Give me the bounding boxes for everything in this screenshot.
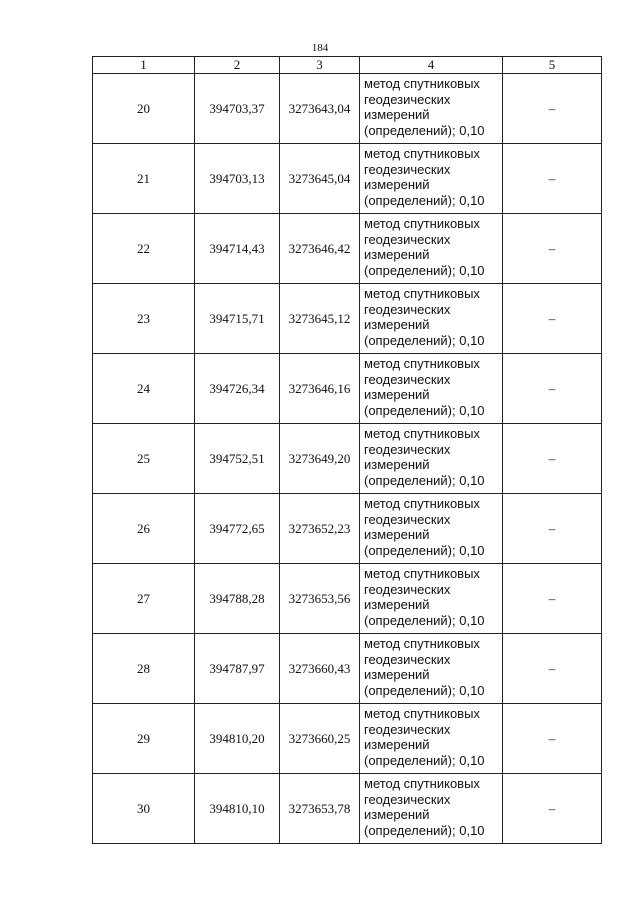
x-coordinate-cell: 394726,34 [195,354,280,424]
note-cell: – [503,634,602,704]
y-coordinate-cell: 3273646,16 [280,354,360,424]
table-row [93,354,602,424]
note-cell: – [503,284,602,354]
x-coordinate-cell: 394703,13 [195,144,280,214]
table-row [93,144,602,214]
point-number-cell: 22 [93,214,195,284]
table-row [93,634,602,704]
y-coordinate-cell: 3273646,42 [280,214,360,284]
y-coordinate-cell: 3273643,04 [280,74,360,144]
point-number-cell: 20 [93,74,195,144]
note-cell: – [503,74,602,144]
note-cell: – [503,214,602,284]
table-row [93,424,602,494]
y-coordinate-cell: 3273645,04 [280,144,360,214]
x-coordinate-cell: 394772,65 [195,494,280,564]
point-number-cell: 26 [93,494,195,564]
table-body [93,74,602,844]
method-cell: метод спутниковых геодезических измерений (определений); 0,10 [360,564,503,634]
y-coordinate-cell: 3273653,78 [280,774,360,844]
table-row [93,564,602,634]
x-coordinate-cell: 394752,51 [195,424,280,494]
x-coordinate-cell: 394714,43 [195,214,280,284]
method-cell: метод спутниковых геодезических измерений (определений); 0,10 [360,424,503,494]
table-row [93,494,602,564]
y-coordinate-cell: 3273653,56 [280,564,360,634]
note-cell: – [503,144,602,214]
y-coordinate-cell: 3273660,25 [280,704,360,774]
method-cell: метод спутниковых геодезических измерений (определений); 0,10 [360,704,503,774]
table-row [93,284,602,354]
point-number-cell: 24 [93,354,195,424]
header-cell: 1 [93,57,195,74]
y-coordinate-cell: 3273649,20 [280,424,360,494]
table-row [93,74,602,144]
table-row [93,774,602,844]
point-number-cell: 21 [93,144,195,214]
point-number-cell: 23 [93,284,195,354]
point-number-cell: 29 [93,704,195,774]
note-cell: – [503,564,602,634]
method-cell: метод спутниковых геодезических измерений (определений); 0,10 [360,74,503,144]
method-cell: метод спутниковых геодезических измерений (определений); 0,10 [360,214,503,284]
header-cell: 5 [503,57,602,74]
x-coordinate-cell: 394715,71 [195,284,280,354]
header-cell: 4 [360,57,503,74]
point-number-cell: 27 [93,564,195,634]
x-coordinate-cell: 394788,28 [195,564,280,634]
note-cell: – [503,424,602,494]
header-cell: 2 [195,57,280,74]
table-row [93,214,602,284]
y-coordinate-cell: 3273652,23 [280,494,360,564]
note-cell: – [503,354,602,424]
y-coordinate-cell: 3273645,12 [280,284,360,354]
point-number-cell: 25 [93,424,195,494]
note-cell: – [503,494,602,564]
page-number: 184 [311,42,329,54]
method-cell: метод спутниковых геодезических измерений (определений); 0,10 [360,354,503,424]
method-cell: метод спутниковых геодезических измерений (определений); 0,10 [360,774,503,844]
x-coordinate-cell: 394787,97 [195,634,280,704]
y-coordinate-cell: 3273660,43 [280,634,360,704]
method-cell: метод спутниковых геодезических измерений (определений); 0,10 [360,144,503,214]
point-number-cell: 28 [93,634,195,704]
table-row [93,704,602,774]
method-cell: метод спутниковых геодезических измерений (определений); 0,10 [360,634,503,704]
point-number-cell: 30 [93,774,195,844]
x-coordinate-cell: 394810,10 [195,774,280,844]
note-cell: – [503,774,602,844]
header-cell: 3 [280,57,360,74]
method-cell: метод спутниковых геодезических измерений (определений); 0,10 [360,284,503,354]
header-row [93,57,602,74]
x-coordinate-cell: 394703,37 [195,74,280,144]
coordinates-table [92,56,602,844]
x-coordinate-cell: 394810,20 [195,704,280,774]
method-cell: метод спутниковых геодезических измерений (определений); 0,10 [360,494,503,564]
note-cell: – [503,704,602,774]
